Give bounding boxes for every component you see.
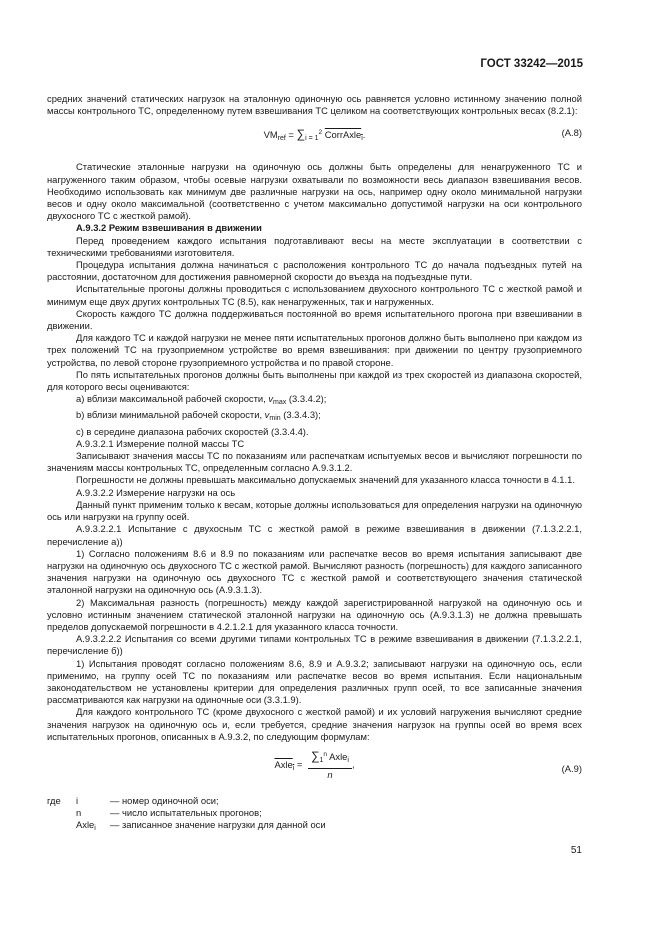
legend-row: где i — номер одиночной оси; (47, 794, 219, 806)
variable-legend (47, 795, 582, 836)
list-item: а) вблизи максимальной рабочей скорости, $v_{max}$ (3.3.4.2); (76, 393, 327, 407)
paragraph: Данный пункт применим только к весам, которые должны использоваться для определения нагрузки на одиночную ось или нагрузки на группу осей. (47, 498, 582, 523)
paragraph: Процедура испытания должна начинаться с расположения контрольного ТС до начала подъездных путей на расстоянии, достаточном для достижения равномерной скорости до въезда на подъездные пути. (47, 259, 582, 283)
paragraph: Статические эталонные нагрузки на одиночную ось должны быть определены для ненагруженного ТС и нагруженного таким образом, чтобы осевые нагрузки охватывали по возможности весь диапазон взвешивания весов. Необходимо использовать как минимум две различные нагрузки на ось, например одну около минимальной нагрузки весов и одну около максимальной (соответственно с учетом максимально допустимой нагрузки на оси контрольного двухосного ТС с жесткой рамой). (47, 161, 582, 222)
list-item: c) в середине диапазона рабочих скоростей (3.3.4.4). (76, 425, 309, 437)
paragraph: 1) Испытания проводят согласно положениям 8.6, 8.9 и А.9.3.2; записывают нагрузки на одиночную ось, если применимо, на группу осей ТС по показаниям или распечатке весов во время испытания. Если национальным законодательством не установлены критерии для определения различных групп осей, то все записанные значения рассматриваются как нагрузки на одиночные оси (3.3.1.9). (47, 657, 582, 706)
subsection-heading: А.9.3.2.2 Измерение нагрузки на ось (76, 486, 236, 498)
paragraph: средних значений статических нагрузок на эталонную одиночную ось равняется условно истинному значению полной массы контрольного ТС, определенному путем взвешивания ТС целиком на соответствующих контрольных весах (8.2.1): (47, 93, 582, 117)
paragraph: 1) Согласно положениям 8.6 и 8.9 по показаниям или распечатке весов во время испытания записывают две нагрузки на одиночную ось двухосного ТС с жесткой рамой. Вычисляют разность (погрешность) для каждого записанного значения нагрузки на одиночную ось двухосного ТС с жесткой рамой и соответствующего значения статической эталонной нагрузки на одиночную ось (А.9.3.1.3). (47, 547, 582, 596)
paragraph: А.9.3.2.2.2 Испытания со всеми другими типами контрольных ТС в режиме взвешивания в движении (7.1.3.2.2.1, перечисление б)) (47, 633, 582, 657)
paragraph: Записывают значения массы ТС по показаниям или распечаткам испытуемых весов и вычисляют погрешности по значениям массы контрольных ТС, определенным согласно А.9.3.1.2. (47, 450, 582, 474)
section-heading: А.9.3.2 Режим взвешивания в движении (76, 222, 262, 234)
subsection-heading: А.9.3.2.1 Измерение полной массы ТС (76, 437, 245, 449)
paragraph: А.9.3.2.2.1 Испытание с двухосным ТС с жесткой рамой в режиме взвешивания в движении (7.1.3.2.2.1, перечисление а)) (47, 523, 582, 547)
formula-number: (A.8) (561, 127, 582, 139)
paragraph: Перед проведением каждого испытания подготавливают весы на месте эксплуатации в соответствии с техническими требованиями изготовителя. (47, 234, 582, 258)
paragraph: 2) Максимальная разность (погрешность) между каждой зарегистрированной нагрузкой на одиночную ось и условно истинным значением статической эталонной нагрузки на одиночную ось (А.9.3.1.3) не должна превышать пределов допускаемой погрешности в 4.2.1.2.1 для указанного класса точности. (47, 596, 582, 632)
document-id: ГОСТ 33242—2015 (480, 58, 583, 70)
paragraph: Погрешности не должны превышать максимально допускаемых значений для указанного класса точности в 4.1.1. (76, 474, 575, 486)
legend-row: Axle$_i$ — записанное значение нагрузки для данной оси (76, 819, 326, 833)
formula-a8: $VM_{ref} = \sum_{i = 1}^2$ CorrAxle$_i$. (A.8) (263, 127, 582, 143)
paragraph: Скорость каждого ТС должна поддерживаться постоянной во время испытательного прогона при взвешивании в движении. (47, 307, 582, 332)
legend-row: n — число испытательных прогонов; (76, 807, 262, 819)
paragraph: Для каждого контрольного ТС (кроме двухосного с жесткой рамой) и их условий нагружения вычисляют средние значения нагрузок на одиночную ось и, если требуется, средние значения нагрузок на группы осей во время всех испытательных прогонов, описанных в А.9.3.2, по следующим формулам: (47, 706, 582, 742)
paragraph: Для каждого ТС и каждой нагрузки не менее пяти испытательных прогонов должно быть выполнено при каждом из трех положений ТС на грузоприемном устройстве во время взвешивания: при движении по центру грузоприемного устройства, по левой стороне грузоприемного устройства и по правой стороне. (47, 332, 582, 368)
formula-a9: Axle$_i$ = $\frac{\sum_1^n Axle_i}{n}$ , (A.9) (274, 748, 582, 781)
page-number: 51 (570, 845, 582, 856)
page-body (47, 93, 582, 836)
paragraph: По пять испытательных прогонов должны быть выполнены при каждой из трех скоростей из диапазона скоростей, для которого весы оцениваются: (47, 368, 582, 393)
list-item: b) вблизи минимальной рабочей скорости, $v_{min}$ (3.3.4.3); (76, 409, 321, 423)
formula-number: (A.9) (561, 762, 582, 774)
paragraph: Испытательные прогоны должны проводиться с использованием двухосного контрольного ТС с жесткой рамой и минимум еще двух других контрольных ТС (8.5), как ненагруженных, так и нагруженных. (47, 283, 582, 307)
